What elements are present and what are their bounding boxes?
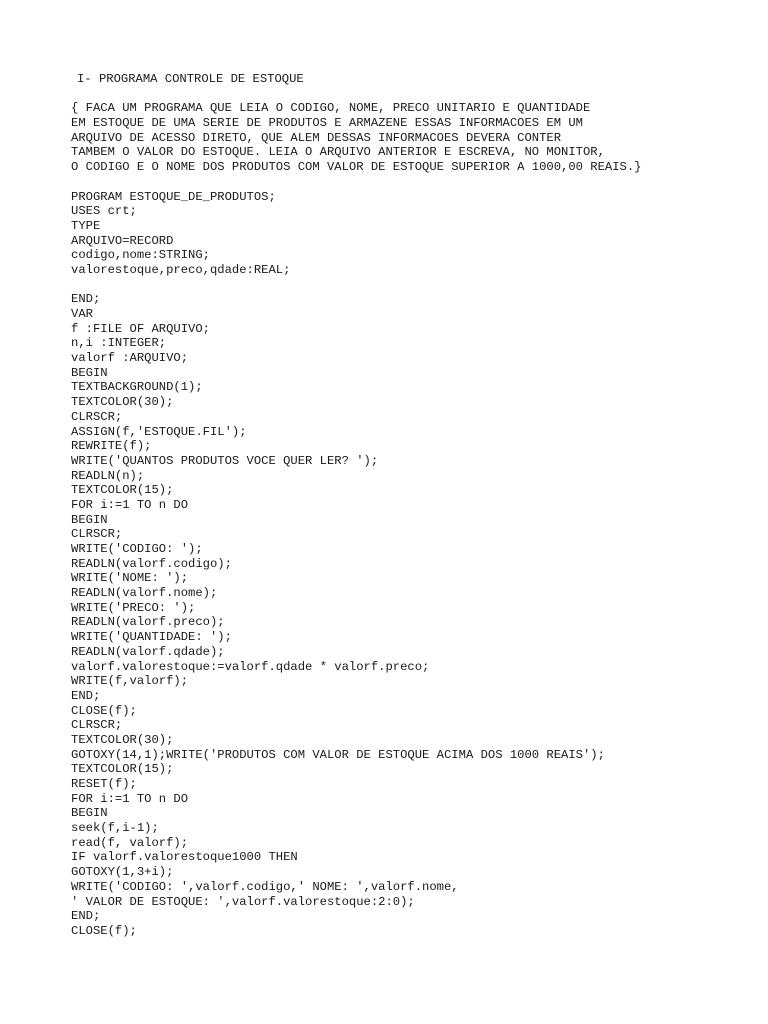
code-line: VAR [71, 307, 93, 321]
code-line: BEGIN [71, 806, 108, 821]
code-line: BEGIN [71, 512, 108, 527]
code-line: READLN(n); [71, 468, 145, 483]
code-line: END; [71, 688, 101, 703]
code-line: READLN(valorf.nome); [71, 586, 218, 601]
code-line: ' VALOR DE ESTOQUE: ',valorf.valorestoque:2:0); [71, 894, 415, 909]
code-line: ASSIGN(f,'ESTOQUE.FIL'); [71, 424, 247, 439]
document-title: I- PROGRAMA CONTROLE DE ESTOQUE [77, 72, 304, 86]
description-line: EM ESTOQUE DE UMA SERIE DE PRODUTOS E ARMAZENE ESSAS INFORMACOES EM UM [71, 116, 583, 131]
code-line: valorf.valorestoque:=valorf.qdade * valorf.preco; [71, 659, 430, 674]
code-line: valorf :ARQUIVO; [71, 351, 189, 366]
code-line: CLOSE(f); [71, 703, 137, 718]
code-line: CLRSCR; [71, 527, 123, 542]
code-line: READLN(valorf.codigo); [71, 556, 232, 571]
code-line: CLOSE(f); [71, 923, 137, 938]
code-line: WRITE('NOME: '); [71, 571, 189, 586]
code-line: GOTOXY(14,1);WRITE('PRODUTOS COM VALOR DE ESTOQUE ACIMA DOS 1000 REAIS'); [71, 747, 605, 762]
code-line: TYPE [71, 218, 101, 233]
code-line: BEGIN [71, 365, 108, 380]
code-line: REWRITE(f); [71, 439, 152, 454]
description-line: TAMBEM O VALOR DO ESTOQUE. LEIA O ARQUIVO ANTERIOR E ESCREVA, NO MONITOR, [71, 145, 605, 160]
code-line: WRITE('QUANTIDADE: '); [71, 630, 232, 645]
code-line: FOR i:=1 TO n DO [71, 791, 189, 806]
code-line: USES crt; [71, 204, 137, 219]
description-line: ARQUIVO DE ACESSO DIRETO, QUE ALEM DESSAS INFORMACOES DEVERA CONTER [71, 130, 562, 145]
code-line: TEXTCOLOR(15); [71, 483, 174, 498]
code-line: WRITE(f,valorf); [71, 674, 189, 689]
code-line: n,i :INTEGER; [71, 336, 167, 351]
code-line: PROGRAM ESTOQUE_DE_PRODUTOS; [71, 189, 276, 204]
code-line: TEXTCOLOR(30); [71, 395, 174, 410]
code-line: read(f, valorf); [71, 835, 189, 850]
code-line: f :FILE OF ARQUIVO; [71, 321, 210, 336]
code-block-program-body [71, 292, 731, 938]
code-line: RESET(f); [71, 777, 137, 791]
code-line: ARQUIVO=RECORD [71, 233, 174, 248]
spacer [71, 87, 731, 102]
code-line: seek(f,i-1); [71, 821, 159, 836]
code-line: IF valorf.valorestoque1000 THEN [71, 850, 298, 865]
document-page [71, 72, 731, 939]
code-line: WRITE('QUANTOS PRODUTOS VOCE QUER LER? '); [71, 453, 379, 468]
code-line: TEXTCOLOR(15); [71, 762, 174, 777]
spacer [71, 175, 731, 190]
code-line: READLN(valorf.qdade); [71, 644, 225, 659]
code-line: codigo,nome:STRING; [71, 248, 210, 263]
code-line: WRITE('CODIGO: ',valorf.codigo,' NOME: ',valorf.nome, [71, 879, 459, 894]
code-line: GOTOXY(1,3+i); [71, 865, 174, 880]
code-line: CLRSCR; [71, 409, 123, 424]
code-line: TEXTCOLOR(30); [71, 732, 174, 747]
code-line: WRITE('CODIGO: '); [71, 542, 203, 556]
code-line: TEXTBACKGROUND(1); [71, 380, 203, 395]
code-line: WRITE('PRECO: '); [71, 600, 196, 615]
description-block [71, 101, 731, 174]
code-block-type-declaration [71, 190, 731, 278]
description-line: O CODIGO E O NOME DOS PRODUTOS COM VALOR DE ESTOQUE SUPERIOR A 1000,00 REAIS.} [71, 160, 642, 175]
code-line: READLN(valorf.preco); [71, 615, 225, 630]
description-line: { FACA UM PROGRAMA QUE LEIA O CODIGO, NOME, PRECO UNITARIO E QUANTIDADE [71, 101, 591, 116]
spacer [71, 278, 731, 293]
code-line: END; [71, 292, 101, 307]
code-line: FOR i:=1 TO n DO [71, 497, 189, 512]
code-line: END; [71, 909, 101, 924]
code-line: CLRSCR; [71, 718, 123, 733]
code-line: valorestoque,preco,qdade:REAL; [71, 262, 291, 277]
